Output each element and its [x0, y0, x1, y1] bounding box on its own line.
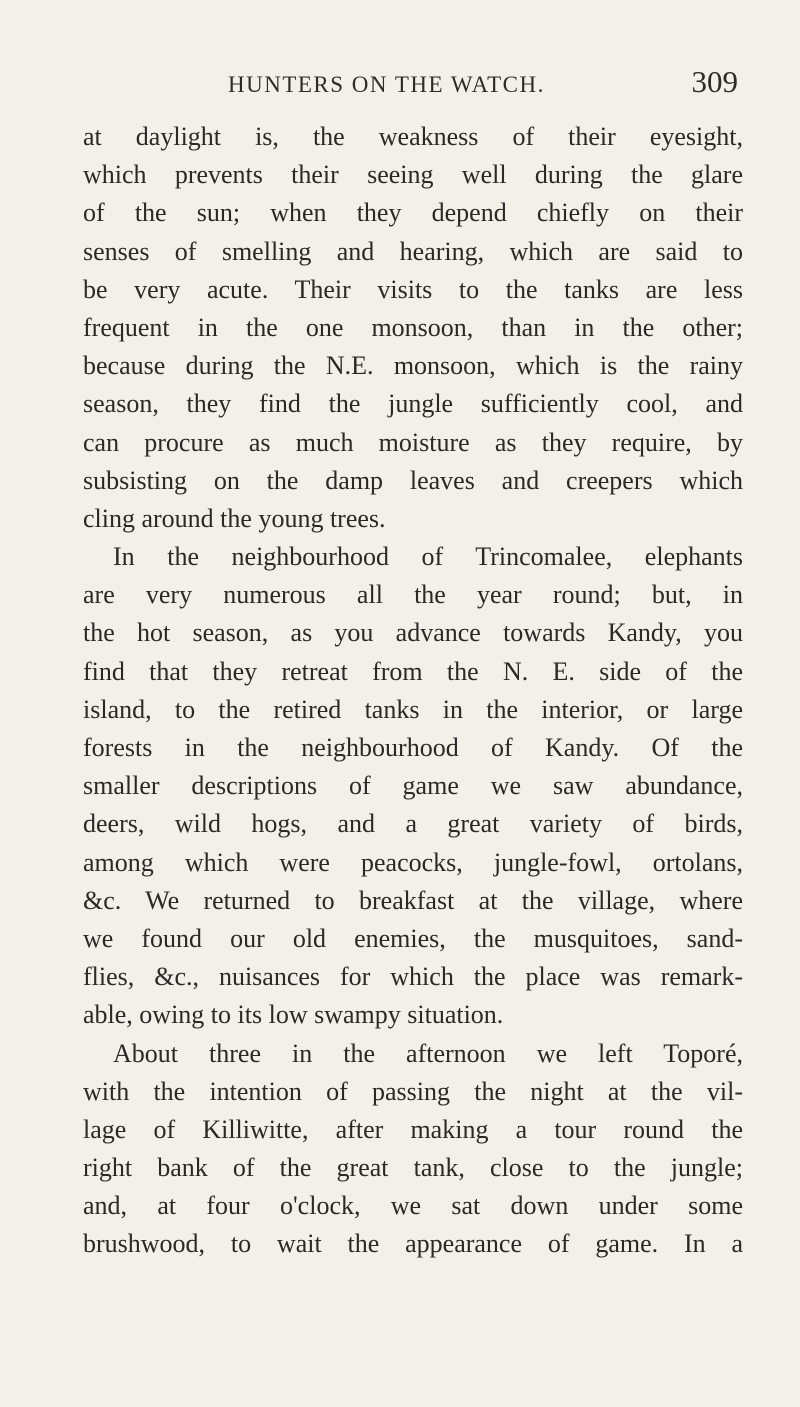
- text-line: the hot season, as you advance towards Kandy, you: [83, 618, 743, 648]
- text-line: flies, &c., nuisances for which the place was remark-: [83, 962, 743, 992]
- paragraph-start-line: In the neighbourhood of Trincomalee, elephants: [113, 542, 743, 572]
- text-line: are very numerous all the year round; but, in: [83, 580, 743, 610]
- text-line: right bank of the great tank, close to the jungle;: [83, 1153, 743, 1183]
- page-number: 309: [691, 64, 738, 99]
- running-head: [90, 64, 740, 104]
- text-line: senses of smelling and hearing, which are said to: [83, 236, 743, 266]
- text-line: because during the N.E. monsoon, which is the rainy: [83, 351, 743, 381]
- text-line: of the sun; when they depend chiefly on their: [83, 198, 743, 228]
- text-line: which prevents their seeing well during the glare: [83, 160, 743, 190]
- text-line: with the intention of passing the night at the vil-: [83, 1076, 743, 1106]
- text-line: frequent in the one monsoon, than in the other;: [83, 312, 743, 342]
- body-text: [83, 118, 743, 1264]
- text-line: lage of Killiwitte, after making a tour round the: [83, 1114, 743, 1144]
- text-line: find that they retreat from the N. E. side of the: [83, 656, 743, 686]
- running-title: HUNTERS ON THE WATCH.: [228, 72, 545, 97]
- text-line: brushwood, to wait the appearance of game. In a: [83, 1229, 743, 1259]
- text-line: we found our old enemies, the musquitoes, sand-: [83, 923, 743, 953]
- text-line: among which were peacocks, jungle-fowl, ortolans,: [83, 847, 743, 877]
- text-line: at daylight is, the weakness of their eyesight,: [83, 122, 743, 151]
- paragraph-start-line: About three in the afternoon we left Toporé,: [113, 1038, 743, 1068]
- text-line: island, to the retired tanks in the interior, or large: [83, 694, 743, 724]
- text-line: smaller descriptions of game we saw abundance,: [83, 771, 743, 801]
- text-line: deers, wild hogs, and a great variety of birds,: [83, 809, 743, 839]
- text-line: be very acute. Their visits to the tanks are less: [83, 274, 743, 304]
- paragraph-end-line: able, owing to its low swampy situation.: [83, 1000, 504, 1030]
- text-line: subsisting on the damp leaves and creepers which: [83, 465, 743, 495]
- text-line: and, at four o'clock, we sat down under some: [83, 1191, 743, 1221]
- text-line: can procure as much moisture as they require, by: [83, 427, 743, 457]
- text-line: &c. We returned to breakfast at the village, where: [83, 885, 743, 915]
- text-line: season, they find the jungle sufficiently cool, and: [83, 389, 743, 419]
- paragraph-end-line: cling around the young trees.: [83, 503, 386, 533]
- text-line: forests in the neighbourhood of Kandy. Of the: [83, 733, 743, 762]
